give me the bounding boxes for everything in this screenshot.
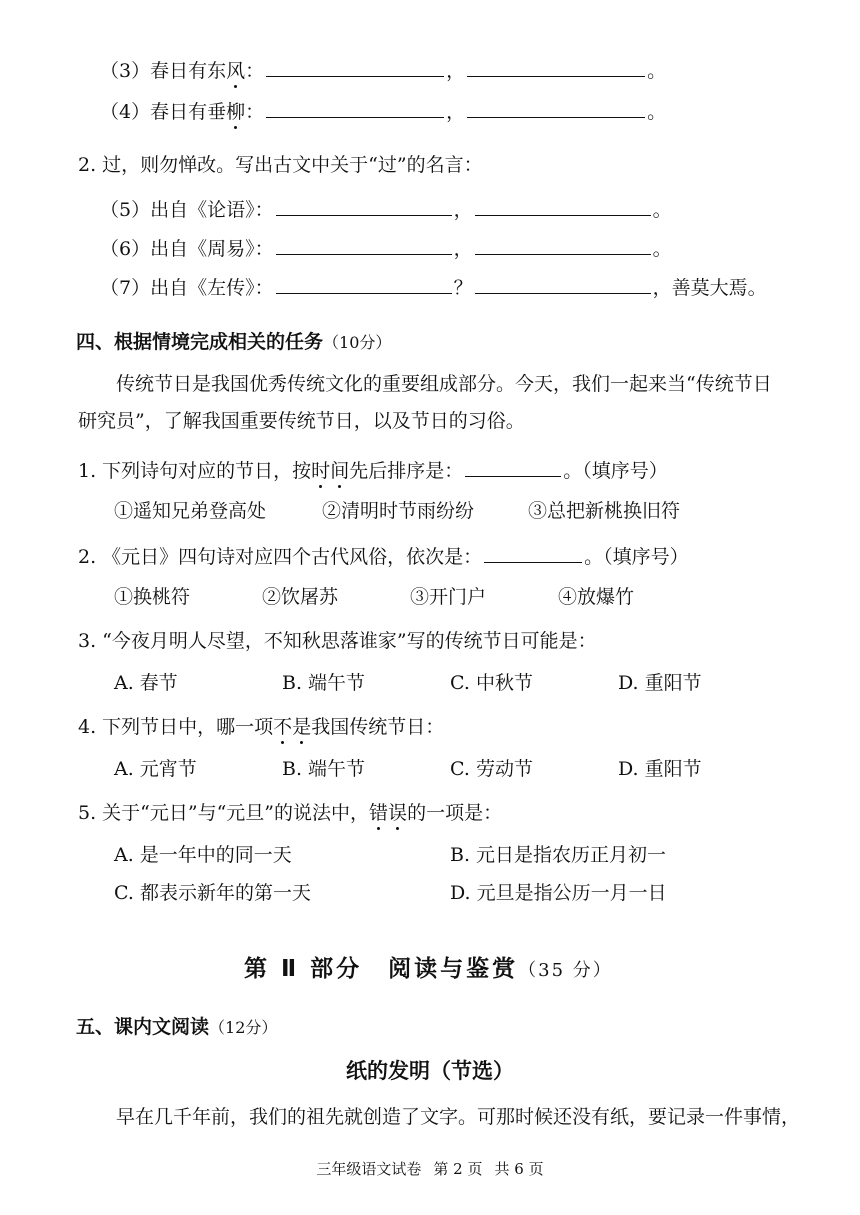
task-1-option: ②清明时节雨纷纷 — [322, 500, 475, 522]
task-4-option[interactable]: A. 元宵节 — [114, 758, 197, 780]
task-1-option: ①遥知兄弟登高处 — [114, 500, 267, 522]
task-2-option: ③开门户 — [410, 586, 487, 608]
answer-blank[interactable] — [276, 234, 452, 255]
section-5-heading: 五、课内文阅读（12分） — [76, 1016, 278, 1038]
intro-line-1: 传统节日是我国优秀传统文化的重要组成部分。今天，我们一起来当“传统节日 — [116, 373, 772, 395]
task-1: 1. 下列诗句对应的节日，按时间先后排序是： 。（填序号） — [78, 456, 668, 484]
question-2: 2. 过，则勿惮改。写出古文中关于“过”的名言： — [78, 154, 483, 176]
part-2-heading: 第 Ⅱ 部分 阅读与鉴赏（35 分） — [244, 956, 613, 982]
q2-item-5: （5）出自《论语》： ， 。 — [100, 195, 672, 223]
emphasis-char: 时 — [311, 460, 331, 482]
task-5-option[interactable]: A. 是一年中的同一天 — [114, 844, 292, 866]
task-4: 4. 下列节日中，哪一项不是我国传统节日： — [78, 716, 445, 738]
task-4-option[interactable]: D. 重阳节 — [618, 758, 702, 780]
task-2: 2. 《元日》四句诗对应四个古代风俗，依次是： 。（填序号） — [78, 542, 689, 570]
answer-blank[interactable] — [276, 195, 452, 216]
section-4-heading: 四、根据情境完成相关的任务（10分） — [76, 331, 392, 353]
q3-item-4: （4）春日有垂柳： ， 。 — [100, 97, 666, 125]
q3-item-3: （3）春日有东风： ， 。 — [100, 56, 666, 84]
emphasis-char: 不 — [273, 716, 293, 738]
q2-item-6: （6）出自《周易》： ， 。 — [100, 234, 672, 262]
task-3-option[interactable]: B. 端午节 — [282, 672, 366, 694]
task-2-option: ④放爆竹 — [558, 586, 635, 608]
task-5-option[interactable]: B. 元日是指农历正月初一 — [450, 844, 667, 866]
emphasis-char: 错 — [369, 802, 389, 824]
task-3: 3. “今夜月明人尽望，不知秋思落谁家”写的传统节日可能是： — [78, 630, 597, 652]
task-2-option: ①换桃符 — [114, 586, 191, 608]
answer-blank[interactable] — [475, 273, 651, 294]
article-line-1: 早在几千年前，我们的祖先就创造了文字。可那时候还没有纸，要记录一件事情， — [116, 1106, 801, 1128]
answer-blank[interactable] — [266, 56, 444, 77]
task-3-option[interactable]: A. 春节 — [114, 672, 178, 694]
q2-item-7: （7）出自《左传》： ？ ，善莫大焉。 — [100, 273, 767, 301]
emphasis-char: 风 — [226, 60, 246, 82]
task-4-option[interactable]: C. 劳动节 — [450, 758, 533, 780]
answer-blank[interactable] — [465, 456, 561, 477]
task-3-option[interactable]: C. 中秋节 — [450, 672, 533, 694]
answer-blank[interactable] — [467, 97, 645, 118]
task-5-option[interactable]: D. 元旦是指公历一月一日 — [450, 882, 667, 904]
answer-blank[interactable] — [475, 195, 651, 216]
answer-blank[interactable] — [484, 542, 582, 563]
intro-line-2: 研究员”，了解我国重要传统节日，以及节日的习俗。 — [78, 410, 525, 432]
answer-blank[interactable] — [266, 97, 444, 118]
emphasis-char: 间 — [330, 460, 350, 482]
emphasis-char: 是 — [292, 716, 312, 738]
answer-blank[interactable] — [276, 273, 452, 294]
emphasis-char: 柳 — [226, 101, 246, 123]
answer-blank[interactable] — [475, 234, 651, 255]
task-5: 5. 关于“元日”与“元旦”的说法中，错误的一项是： — [78, 802, 503, 824]
page-footer: 三年级语文试卷 第 2 页 共 6 页 — [316, 1160, 544, 1178]
task-4-option[interactable]: B. 端午节 — [282, 758, 366, 780]
task-3-option[interactable]: D. 重阳节 — [618, 672, 702, 694]
task-5-option[interactable]: C. 都表示新年的第一天 — [114, 882, 311, 904]
emphasis-char: 误 — [388, 802, 408, 824]
article-title: 纸的发明（节选） — [346, 1059, 514, 1083]
answer-blank[interactable] — [467, 56, 645, 77]
task-2-option: ②饮屠苏 — [262, 586, 339, 608]
task-1-option: ③总把新桃换旧符 — [528, 500, 681, 522]
